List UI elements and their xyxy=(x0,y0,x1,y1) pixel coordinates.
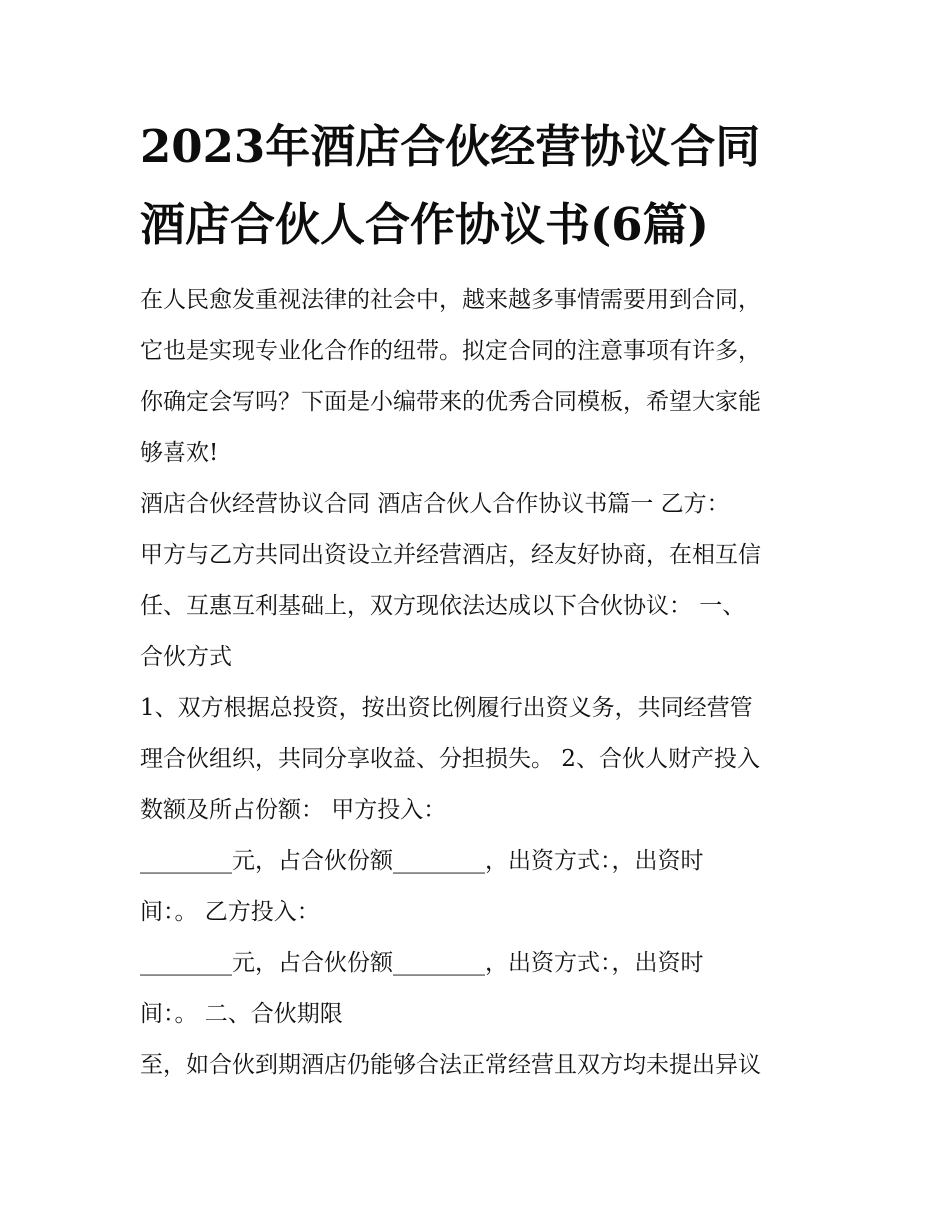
body-line-7: 任、互惠互利基础上，双方现依法达成以下合伙协议： 一、 xyxy=(140,593,746,619)
body-line-11: 数额及所占份额： 甲方投入： xyxy=(140,797,447,823)
body-line-8: 合伙方式 xyxy=(140,644,232,670)
body-line-5: 酒店合伙经营协议合同 酒店合伙人合作协议书篇一 乙方： xyxy=(140,491,730,517)
body-line-14: ________元，占合伙份额________，出资方式：，出资时 xyxy=(140,950,704,976)
body-line-6: 甲方与乙方共同出资设立并经营酒店，经友好协商，在相互信 xyxy=(140,542,761,568)
body-line-13: 间：。 乙方投入： xyxy=(140,899,320,925)
body-line-9: 1、双方根据总投资，按出资比例履行出资义务，共同经营管 xyxy=(140,695,753,721)
body-line-15: 间：。 二、合伙期限 xyxy=(140,1001,343,1027)
body-line-10: 理合伙组织，共同分享收益、分担损失。 2、合伙人财产投入 xyxy=(140,746,760,772)
body-line-4: 够喜欢! xyxy=(140,440,219,466)
body-line-3: 你确定会写吗？下面是小编带来的优秀合同模板，希望大家能 xyxy=(140,389,761,415)
body-line-12: ________元，占合伙份额________，出资方式：，出资时 xyxy=(140,848,704,874)
body-line-16: 至，如合伙到期酒店仍能够合法正常经营且双方均未提出异议 xyxy=(140,1052,761,1078)
body-line-2: 它也是实现专业化合作的纽带。拟定合同的注意事项有许多， xyxy=(140,338,761,364)
document-title-line-2: 酒店合伙人合作协议书(6篇) xyxy=(140,198,709,251)
document-title-line-1: 2023年酒店合伙经营协议合同 xyxy=(140,120,761,173)
body-line-1: 在人民愈发重视法律的社会中，越来越多事情需要用到合同， xyxy=(140,287,761,313)
